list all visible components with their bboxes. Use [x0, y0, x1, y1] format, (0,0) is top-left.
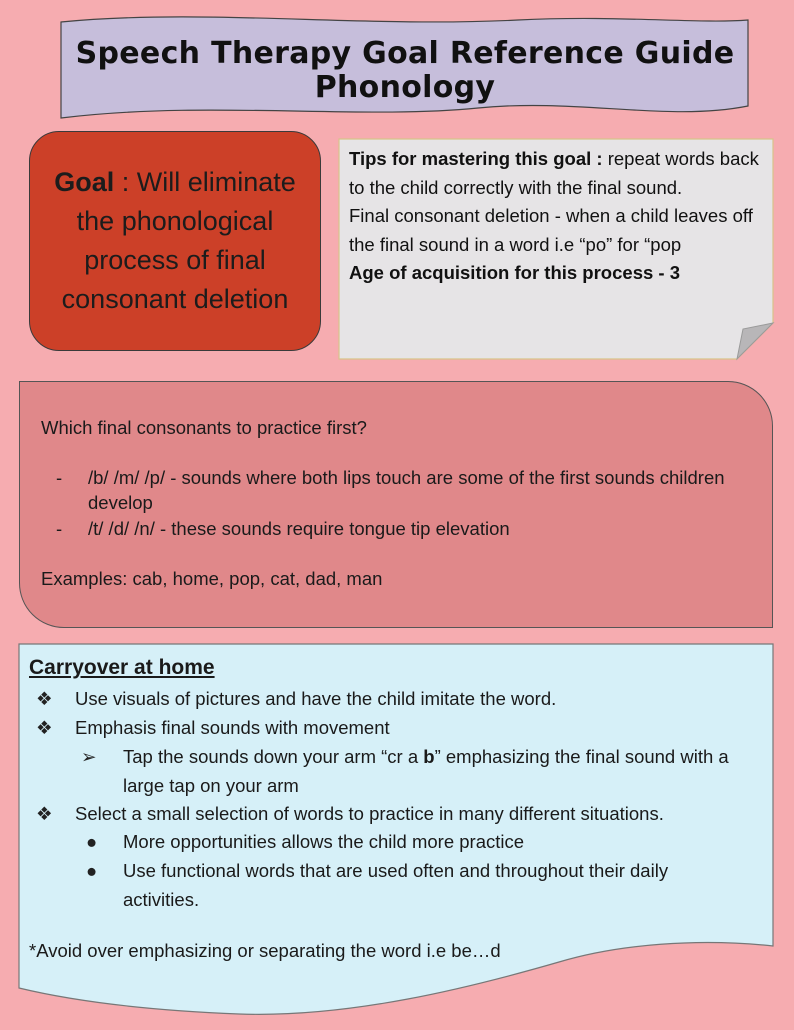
goal-text: : Will eliminate the phonological process of final consonant deletion — [61, 167, 296, 314]
carryover-note: *Avoid over emphasizing or separating the word i.e be…d — [29, 940, 501, 961]
tips-box — [339, 139, 773, 359]
list-item-text: Use functional words that are used often and throughout their daily activities. — [123, 860, 669, 910]
dash-marker: - — [56, 518, 63, 539]
goal-box — [29, 131, 321, 351]
carryover-box — [19, 644, 773, 1020]
list-item-text: More opportunities allows the child more practice — [123, 831, 525, 852]
list-item-text: /t/ /d/ /n/ - these sounds require tongue tip elevation — [88, 518, 510, 539]
list-item-text: Emphasis final sounds with movement — [75, 717, 390, 738]
tips-description: repeat words back to the child correctly with the final sound. — [349, 148, 759, 198]
list-item-text — [123, 743, 743, 800]
list-item-text: Select a small selection of words to practice in many different situations. — [75, 803, 664, 824]
goal-statement — [40, 163, 310, 319]
dot-bullet-icon: ● — [86, 831, 98, 852]
arrow-bullet-icon: ➢ — [81, 746, 97, 767]
diamond-bullet-icon: ❖ — [36, 688, 53, 709]
list-item-text: /b/ /m/ /p/ - sounds where both lips touch are some of the first sounds children develop — [88, 467, 725, 513]
carryover-content — [19, 644, 773, 1020]
tips-definition: Final consonant deletion - when a child leaves off the final sound in a word i.e “po” for “pop — [349, 205, 753, 255]
list-item-text-part: Tap the sounds down your arm “cr a — [123, 746, 424, 767]
dash-marker: - — [56, 467, 63, 488]
diamond-bullet-icon: ❖ — [36, 803, 53, 824]
list-item-text-part: ” emphasizing the final sound with a large tap on your arm — [123, 746, 729, 796]
consonants-examples: Examples: cab, home, pop, cat, dad, man — [41, 568, 383, 589]
title-banner — [58, 14, 752, 122]
page-subtitle: Phonology — [314, 70, 496, 105]
goal-label: Goal — [54, 167, 115, 197]
consonants-question: Which final consonants to practice first? — [41, 417, 367, 438]
page-title: Speech Therapy Goal Reference Guide — [75, 36, 735, 71]
carryover-title: Carryover at home — [29, 656, 215, 679]
dot-bullet-icon: ● — [86, 860, 98, 881]
tips-age: Age of acquisition for this process - 3 — [349, 262, 680, 283]
tips-text — [349, 145, 763, 288]
tips-label: Tips for mastering this goal : — [349, 148, 603, 169]
list-item-text: Use visuals of pictures and have the child imitate the word. — [75, 688, 557, 709]
consonants-box — [19, 381, 773, 628]
diamond-bullet-icon: ❖ — [36, 717, 53, 738]
emphasized-letter: b — [423, 746, 435, 767]
